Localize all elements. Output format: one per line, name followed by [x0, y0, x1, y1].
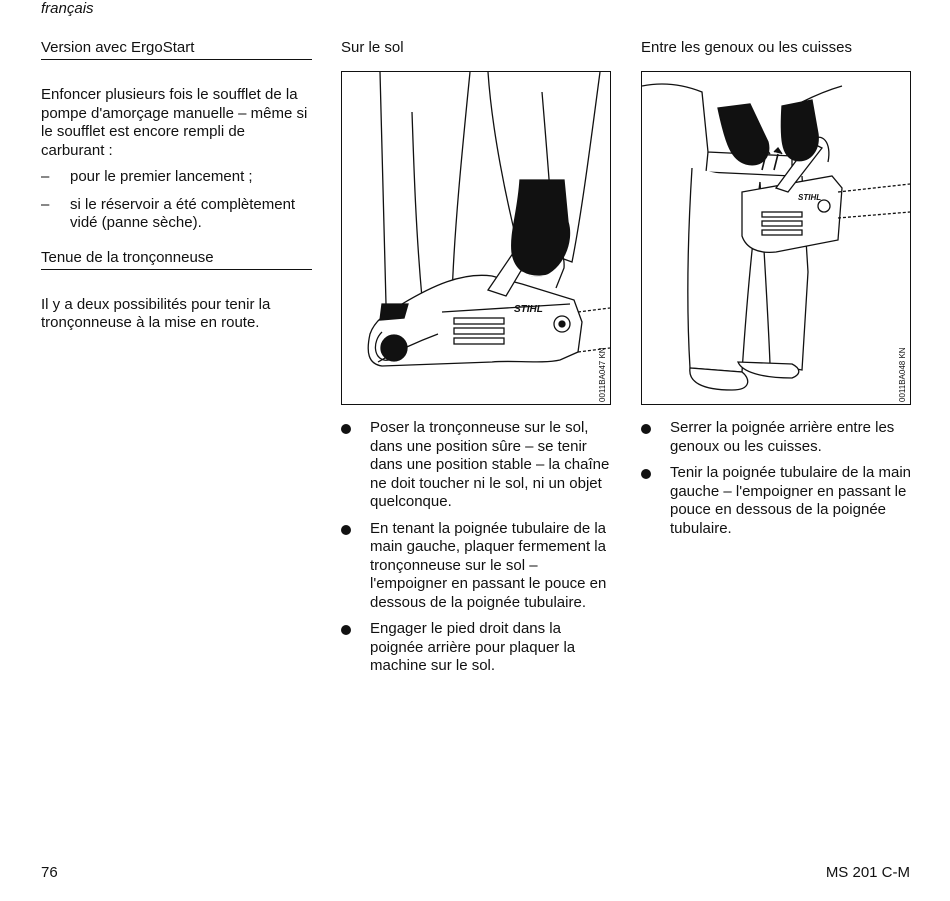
column-middle — [341, 38, 611, 59]
brand-label: STIHL — [514, 304, 543, 315]
dash-list — [41, 168, 312, 233]
knee-steps-list — [641, 419, 912, 538]
tenue-paragraph: Il y a deux possibilités pour tenir la tronçonneuse à la mise en route. — [41, 295, 271, 331]
bullet-icon — [341, 625, 351, 635]
dash-item: – si le réservoir a été complètement vidé (panne sèche). — [41, 195, 296, 231]
bullet-icon — [641, 469, 651, 479]
heading-tenue: Tenue de la tronçonneuse — [41, 248, 312, 270]
language-label: français — [41, 0, 94, 17]
list-item: En tenant la poignée tubulaire de la main gauche, plaquer fermement la tronçonneuse sur le sol – l'empoigner en passant le pouce en dessous de la poignée tubulaire. — [341, 520, 611, 613]
column-right — [641, 38, 912, 59]
figure-code-knees: 0011BA048 KN — [898, 347, 907, 402]
column-left — [41, 38, 312, 333]
heading-sur-le-sol: Sur le sol — [341, 39, 404, 56]
bullet-icon — [341, 525, 351, 535]
ground-steps-list — [341, 419, 611, 676]
bullet-icon — [641, 424, 651, 434]
figure-code-ground: 0011BA047 KN — [598, 347, 607, 402]
figure-ground-start — [341, 71, 611, 405]
figure-knee-start — [641, 71, 911, 405]
page-number: 76 — [41, 864, 58, 881]
column-right-text — [641, 419, 912, 538]
list-item: Tenir la poignée tubulaire de la main gauche – l'empoigner en passant le pouce en dessous de la poignée tubulaire. — [641, 464, 912, 538]
list-item: Engager le pied droit dans la poignée arrière pour plaquer la machine sur le sol. — [341, 620, 611, 676]
illustration-knees — [642, 72, 910, 404]
ergostart-paragraph: Enfoncer plusieurs fois le soufflet de la pompe d'amorçage manuelle – même si le soufflet est encore rempli de carburant : — [41, 86, 308, 159]
illustration-ground — [342, 72, 610, 404]
bullet-icon — [341, 424, 351, 434]
model-label: MS 201 C-M — [825, 864, 910, 881]
brand-label: STIHL — [798, 193, 822, 202]
heading-ergostart: Version avec ErgoStart — [41, 38, 312, 60]
dash-item: – pour le premier lancement ; — [41, 168, 253, 185]
list-item: Poser la tronçonneuse sur le sol, dans une position sûre – se tenir dans une position stable – la chaîne ne doit toucher ni le sol, ni un objet quelconque. — [341, 419, 611, 512]
list-item: Serrer la poignée arrière entre les genoux ou les cuisses. — [641, 419, 912, 456]
column-middle-text — [341, 419, 611, 676]
heading-genoux: Entre les genoux ou les cuisses — [641, 39, 852, 56]
